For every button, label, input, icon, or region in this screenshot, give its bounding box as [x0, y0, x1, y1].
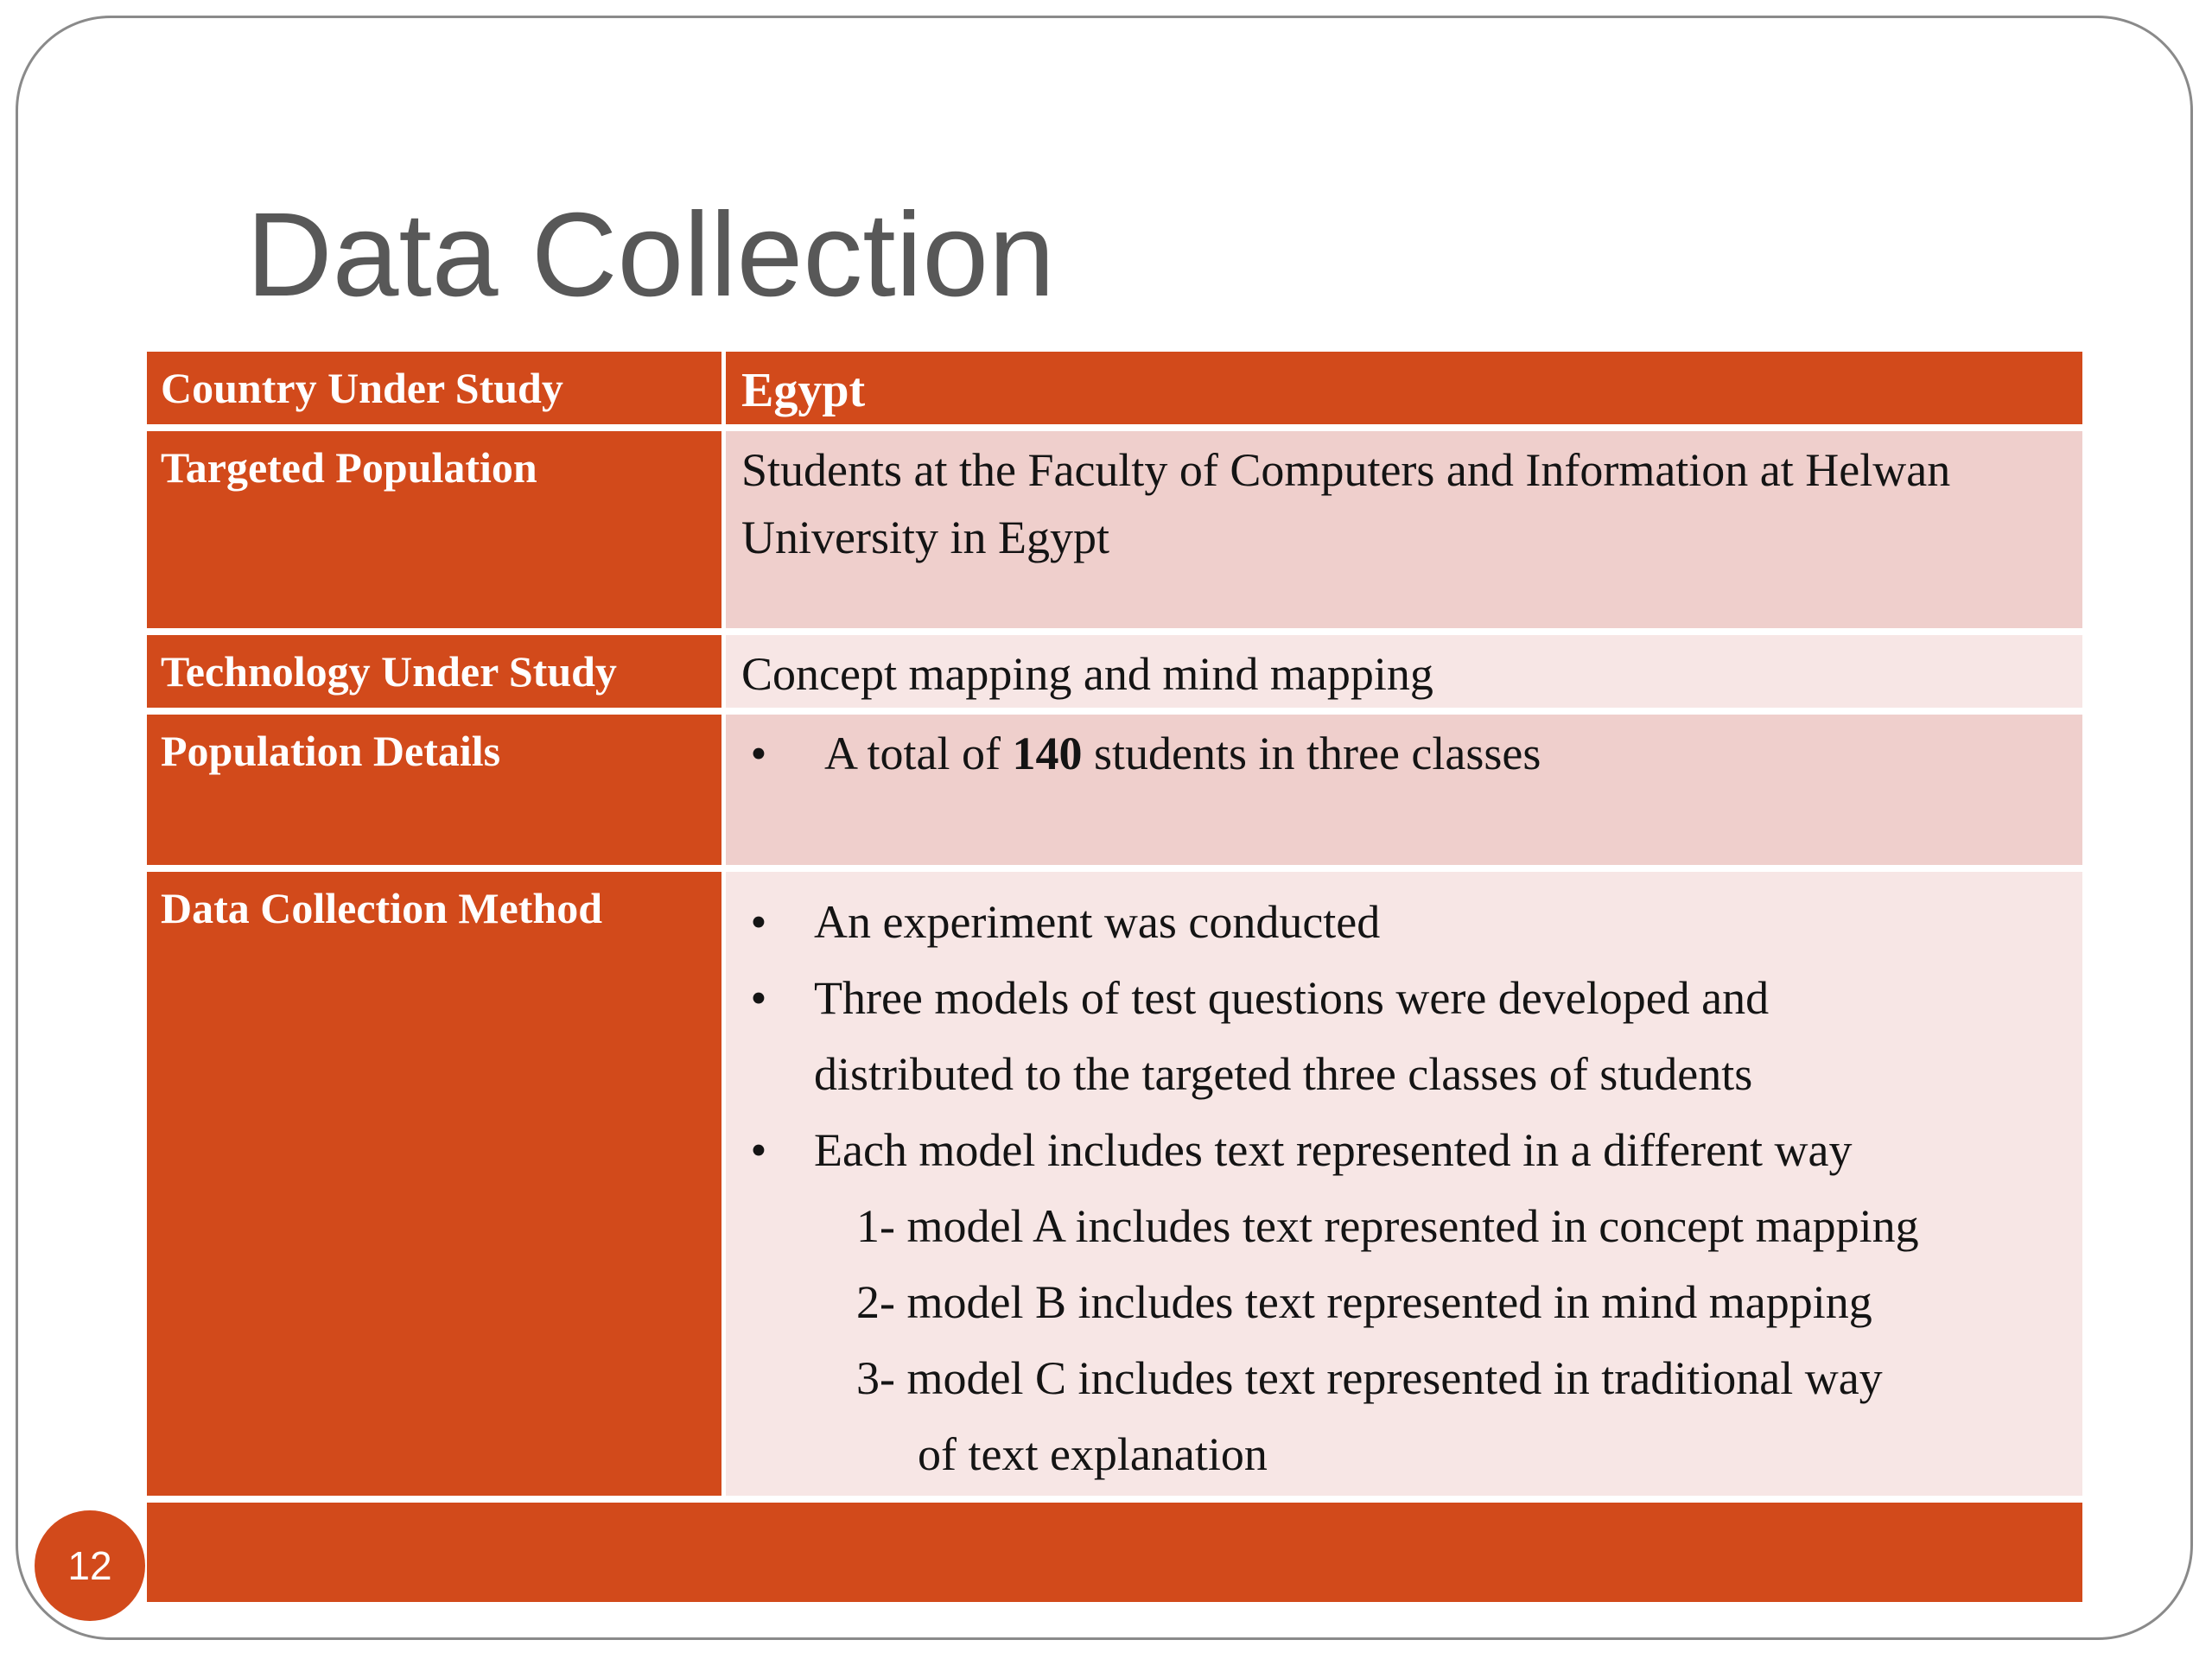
method-bullet2-line1: Three models of test questions were developed and [814, 972, 1770, 1024]
method-sub2: 2- model B includes text represented in mind mapping [856, 1276, 1872, 1328]
list-item [741, 1112, 2082, 1188]
slide-title: Data Collection [246, 188, 1055, 321]
label-country: Country Under Study [147, 352, 726, 431]
table-row-population-details [147, 715, 2082, 872]
list-item [741, 960, 2082, 1036]
method-sub1: 1- model A includes text represented in concept mapping [856, 1200, 1919, 1252]
value-population-details [726, 715, 2082, 872]
table-row-method [147, 872, 2082, 1503]
population-text-after: students in three classes [1082, 728, 1541, 779]
table-row-country [147, 352, 2082, 431]
method-bullet3: Each model includes text represented in a different way [814, 1124, 1853, 1176]
bullet-marker: • [750, 972, 767, 1024]
bullet-marker: • [750, 1124, 767, 1176]
table-row-technology [147, 635, 2082, 715]
value-country: Egypt [726, 352, 2082, 431]
label-technology: Technology Under Study [147, 635, 726, 715]
value-targeted-population [726, 431, 2082, 635]
targeted-population-line1: Students at the Faculty of Computers and Information at Helwan [741, 444, 1951, 496]
value-method [726, 872, 2082, 1503]
label-population-details: Population Details [147, 715, 726, 872]
table-row-targeted-population [147, 431, 2082, 635]
list-item [741, 720, 2082, 787]
table-footer-band [147, 1503, 2082, 1602]
targeted-population-line2: University in Egypt [741, 512, 1109, 563]
population-count: 140 [1012, 728, 1083, 779]
method-bullet2-line2: distributed to the targeted three classes of students [814, 1048, 1753, 1100]
method-sub3-line2: of text explanation [918, 1428, 1268, 1480]
label-method: Data Collection Method [147, 872, 726, 1503]
list-item [741, 884, 2082, 960]
page-number-badge: 12 [35, 1510, 145, 1621]
bullet-marker: • [750, 728, 767, 779]
method-sub3-line1: 3- model C includes text represented in traditional way [856, 1352, 1883, 1404]
method-bullet1: An experiment was conducted [814, 896, 1381, 948]
bullet-marker: • [750, 896, 767, 948]
footer-band-cell [147, 1503, 2082, 1602]
population-text-before: A total of [824, 728, 1013, 779]
value-technology: Concept mapping and mind mapping [726, 635, 2082, 715]
label-targeted-population: Targeted Population [147, 431, 726, 635]
data-collection-table [147, 352, 2082, 1602]
